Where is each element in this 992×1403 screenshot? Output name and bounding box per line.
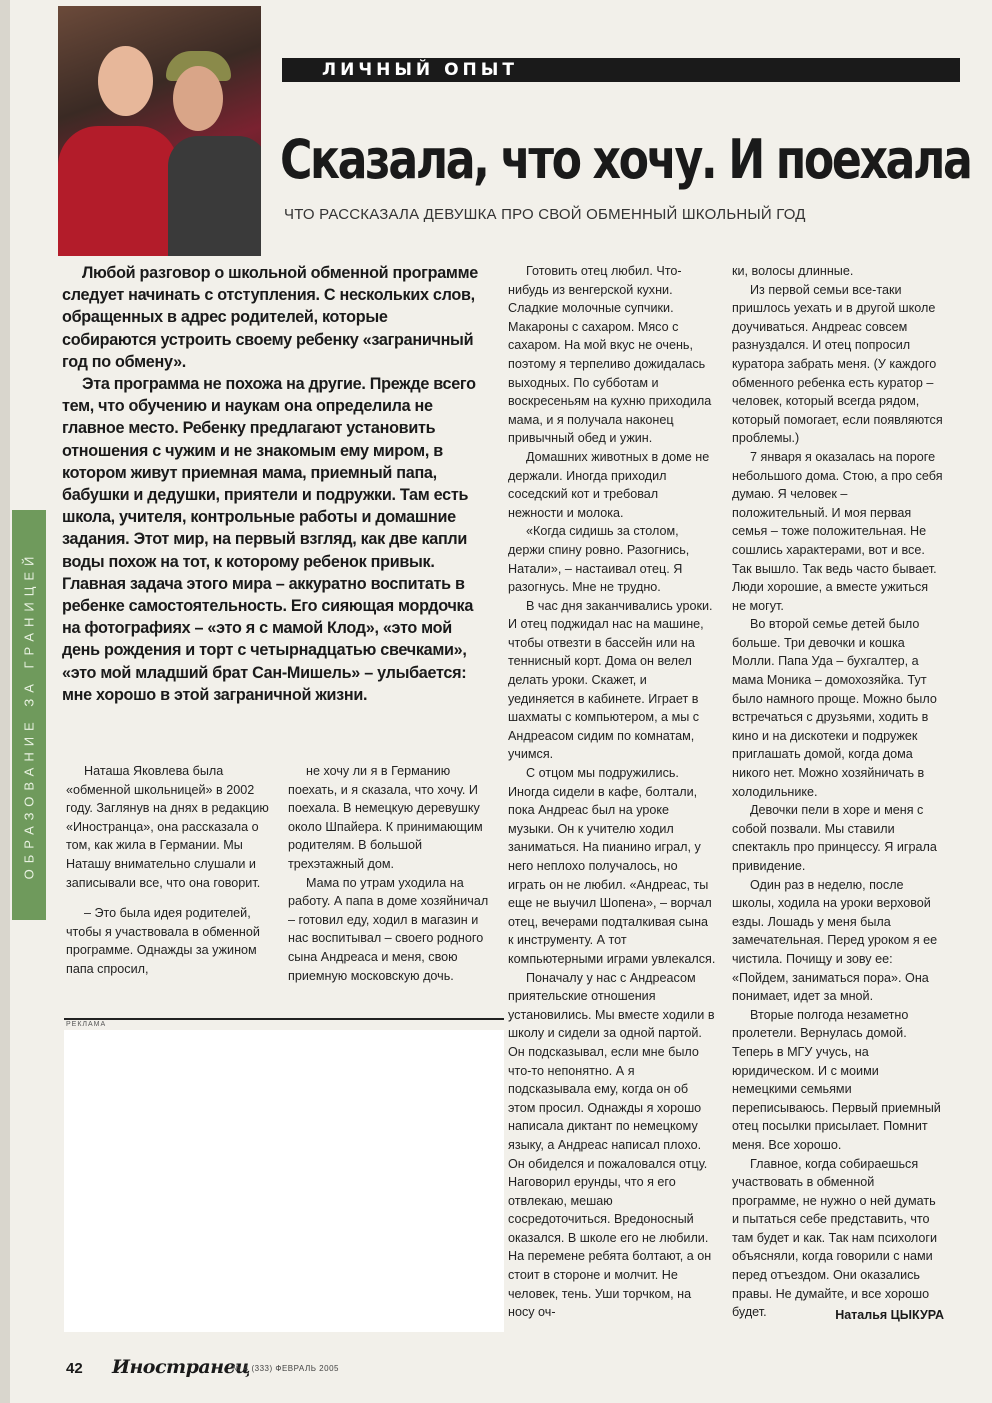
photo-figure-right <box>168 136 261 256</box>
article-author: Наталья ЦЫКУРА <box>835 1308 944 1322</box>
paragraph: С отцом мы подружились. Иногда сидели в кафе, болтали, пока Андреас был на уроке музыки. Он к учителю ходил заниматься. На пианино играл, у него неплохо получалось, но играть он не любил. «Андреас, ты еще не выучил Шопена», – ворчал отец, вечерами подталкивая сына к инструменту. А тот компьютерными играми увлекался. <box>508 766 716 966</box>
paragraph: Мама по утрам уходила на работу. А папа в доме хозяйничал – готовил еду, ходил в магазин и нас воспитывал – своего родного сына Андреаса и меня, свою приемную московскую дочь. <box>288 875 489 983</box>
section-side-label-text: ОБРАЗОВАНИЕ ЗА ГРАНИЦЕЙ <box>21 550 37 880</box>
ad-area <box>64 1030 504 1332</box>
paragraph: «Когда сидишь за столом, держи спину ровно. Разогнись, Натали», – настаивал отец. Я разогнусь. Мне не трудно. <box>508 524 690 595</box>
paragraph: – Это была идея родителей, чтобы я участвовала в обменной программе. Однажды за ужином папа спросил, <box>66 906 260 976</box>
paragraph: В час дня заканчивались уроки. И отец поджидал нас на машине, чтобы отвезти в бассейн или на теннисный корт. Дома он велел делать уроки. Скажет, и уединяется в кабинете. Играет в шахматы с компьютером, а мы с Андреасом сидим по комнатам, учимся. <box>508 598 713 762</box>
magazine-logo: Иностранец <box>112 1356 250 1378</box>
rubric-label: ЛИЧНЫЙ ОПЫТ <box>282 58 960 82</box>
lead-paragraphs <box>62 262 482 706</box>
paragraph: Главное, когда собираешься участвовать в обменной программе, не нужно о ней думать и пытаться себе представить, что там будет и как. Так нам психологи объясняли, когда говорили с нами перед отъездом. Они оказались правы. Не думайте, и все хорошо будет. <box>732 1156 938 1320</box>
article-photo <box>58 6 261 256</box>
section-side-label <box>12 510 46 920</box>
column-a <box>66 762 272 979</box>
photo-figure-left <box>58 126 178 256</box>
paragraph: Девочки пели в хоре и меня с собой позвали. Мы ставили спектакль про принцессу. Я играла привидение. <box>732 803 937 873</box>
paragraph: Во второй семье детей было больше. Три девочки и кошка Молли. Папа Уда – бухгалтер, а мама Моника – домохозяйка. Тут было намного проще. Можно было встречаться с друзьями, ходить в кино и на дискотеки и подружек приглашать домой, когда дома никого нет. Можно хозяйничать в холодильнике. <box>732 617 937 799</box>
paragraph: Вторые полгода незаметно пролетели. Вернулась домой. Теперь в МГУ учусь, на юридическом. И с моими немецкими семьями переписываюсь. Первый приемный отец посылки присылает. Помнит меня. Все хорошо. <box>732 1007 941 1152</box>
lead-paragraph: Любой разговор о школьной обменной программе следует начинать с отступления. С нескольких слов, обращенных в адрес родителей, которые собираются устроить своему ребенку «заграничный год по обмену». <box>62 264 478 371</box>
column-c <box>508 262 716 1322</box>
photo-face-left <box>98 46 153 116</box>
paragraph: Один раз в неделю, после школы, ходила на уроки верховой езды. Лошадь у меня была замечательная. Перед уроком я ее чистила. Почищу и зову ее: «Пойдем, заниматься пора». Она понимает, идет за мной. <box>732 877 938 1004</box>
ad-divider <box>64 1018 504 1020</box>
paragraph: ки, волосы длинные. <box>732 264 854 278</box>
paragraph: Поначалу у нас с Андреасом приятельские отношения установились. Мы вместе ходили в школу и сидели за одной партой. Он подсказывал, если мне было что-то непонятно. А я подсказывала ему, когда он об этом просил. Однажды я хорошо написала диктант по немецкому языку, а Андреас написал плохо. Он обиделся и пожаловался отцу. Наговорил ерунды, что я его отвлекаю, мешаю сосредоточиться. Вредоносный оказался. В школе его не любили. На перемене ребята болтают, а он стоит в стороне и молчит. Не человек, тень. Уши торчком, на носу оч- <box>508 970 715 1320</box>
issue-info: № 4 (333) ФЕВРАЛЬ 2005 <box>232 1364 339 1373</box>
column-d <box>732 262 944 1322</box>
article-subtitle: ЧТО РАССКАЗАЛА ДЕВУШКА ПРО СВОЙ ОБМЕННЫЙ ШКОЛЬНЫЙ ГОД <box>284 206 806 223</box>
paragraph: Домашних животных в доме не держали. Иногда приходил соседский кот и требовал нежности и молока. <box>508 449 710 520</box>
page-number: 42 <box>66 1360 83 1377</box>
page-edge <box>0 0 10 1403</box>
paragraph: 7 января я оказалась на пороге небольшого дома. Стою, а про себя думаю. Я человек – положительный. И моя первая семья – тоже положительная. Не сошлись характерами, вот и все. Так вышло. Так ведь часто бывает. Люди хорошие, а вместе ужиться не могут. <box>732 449 943 613</box>
photo-face-right <box>173 66 223 131</box>
column-b <box>288 762 492 985</box>
paragraph: Готовить отец любил. Что-нибудь из венгерской кухни. Сладкие молочные супчики. Макароны с сахаром. Мясо с сахаром. На мой вкус не очень, поэтому я терпеливо дожидалась выходных. По субботам и воскресеньям на кухню приходила мама, и я получала наконец привычный обед и ужин. <box>508 264 712 446</box>
ad-label: РЕКЛАМА <box>66 1021 107 1028</box>
paragraph: не хочу ли я в Германию поехать, и я сказала, что хочу. И поехала. В немецкую деревушку около Шпайера. К принимающим родителям. В большой трехэтажный дом. <box>288 764 483 871</box>
lead-paragraph: Эта программа не похожа на другие. Прежде всего тем, что обучению и наукам она определила не главное место. Ребенку предлагают установить отношения с чужим и не знакомым ему миром, в котором живут приемная мама, приемный папа, бабушки и дедушки, приятели и подружки. Там есть школа, учителя, контрольные работы и домашние задания. Этот мир, на первый взгляд, как две капли воды похож на тот, к которому ребенок привык. Главная задача этого мира – аккуратно воспитать в ребенке самостоятельность. Его сияющая мордочка на фотографиях – «это я с мамой Клод», «это мой день рождения и торт с четырнадцатью свечками», «это мой младший брат Сан-Мишель» – улыбается: мне хорошо в этой заграничной жизни. <box>62 375 476 704</box>
article-title: Сказала, что хочу. И поехала <box>280 128 971 191</box>
paragraph: Наташа Яковлева была «обменной школьницей» в 2002 году. Заглянув на днях в редакцию «Иностранца», она рассказала о том, как жила в Германии. Мы Наташу внимательно слушали и записывали все, что она говорит. <box>66 764 269 890</box>
paragraph: Из первой семьи все-таки пришлось уехать и в другой школе доучиваться. Андреас совсем разнуздался. И отец попросил куратора забрать меня. (У каждого обменного ребенка есть куратор – человек, который всегда рядом, который помогает, если появляются проблемы.) <box>732 282 943 446</box>
